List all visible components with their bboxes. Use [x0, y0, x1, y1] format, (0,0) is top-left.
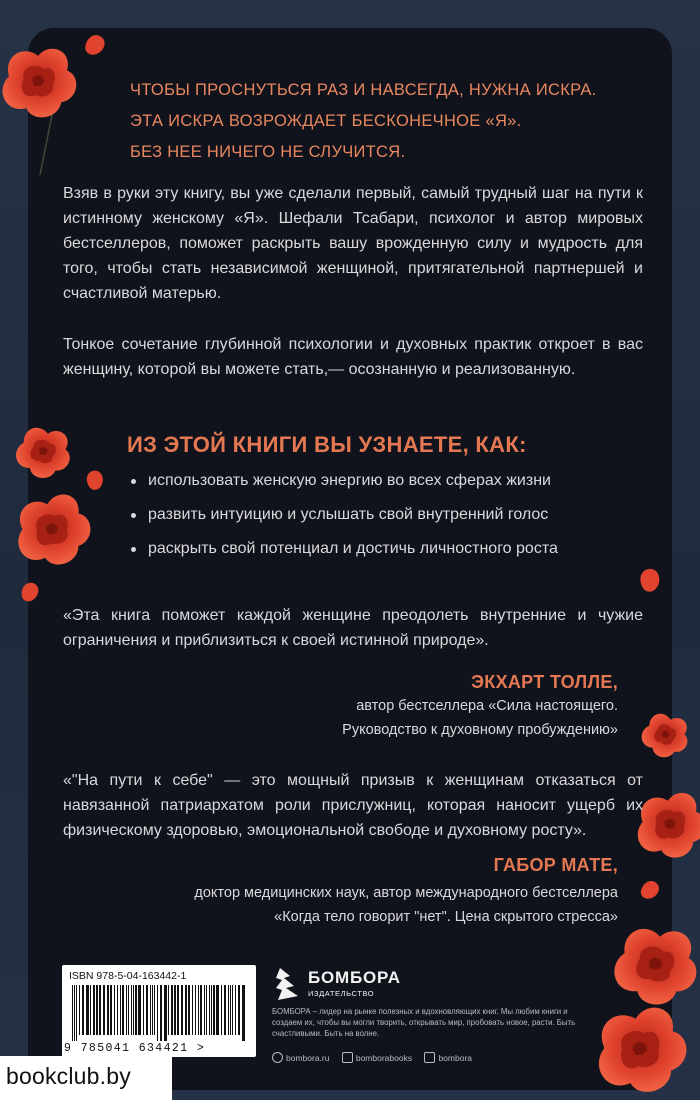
barcode-bar [157, 985, 158, 1041]
flower-top-left [3, 49, 77, 118]
barcode-bar [103, 985, 105, 1035]
barcode-bar [238, 985, 240, 1035]
barcode-bar [242, 985, 245, 1041]
list-item: использовать женскую энергию во всех сферах жизни [128, 470, 628, 504]
bud-left-lower [20, 581, 39, 603]
description-paragraph: Взяв в руки эту книгу, вы уже сделали первый, самый трудный шаг на пути к истинному женскому «Я». Шефали Тсабари, психолог и автор мировых бестселлеров, поможет раскрыть вашу врожденную силу и мудрость для того, чтобы стать независимой женщиной, притягательной партнершей и счастливой матерью. [63, 185, 643, 302]
publisher-socials [272, 1052, 482, 1063]
author-description-line: доктор медицинских наук, автор международного бестселлера [194, 885, 618, 901]
barcode-bar [74, 985, 75, 1041]
publisher-description: БОМБОРА – лидер на рынке полезных и вдохновляющих книг. Мы любим книги и создаем их, чтобы вы могли творить, открывать мир, пробовать новое, расти. Быть счастливыми. Быть на волне. [272, 1007, 576, 1038]
barcode-bar [230, 985, 231, 1035]
barcode-bar [232, 985, 233, 1035]
flower-left-middle [11, 491, 96, 571]
barcode-bar [211, 985, 212, 1035]
globe-icon [272, 1052, 283, 1063]
publisher-subtitle: ИЗДАТЕЛЬСТВО [308, 989, 375, 998]
barcode-digits: 9 785041 634421 > [64, 1042, 206, 1055]
barcode-bar [86, 985, 89, 1035]
intro-line: БЕЗ НЕЕ НИЧЕГО НЕ СЛУЧИТСЯ. [130, 143, 406, 161]
barcode-bar [133, 985, 134, 1035]
social-label: bombora [438, 1053, 473, 1063]
review-quote: «"На пути к себе" — это мощный призыв к женщинам отказаться от навязанной патриархатом роли прислужниц, которая наносит ущерб их физическому здоровью, эмоциональной свободе и духовному росту». [63, 772, 643, 839]
learn-section-title: ИЗ ЭТОЙ КНИГИ ВЫ УЗНАЕТЕ, КАК: [127, 432, 527, 457]
watermark [0, 1056, 172, 1100]
bud-left [84, 468, 106, 491]
barcode-bar [174, 985, 176, 1035]
publisher-name: БОМБОРА [308, 968, 401, 987]
review-author: ЭКХАРТ ТОЛЛЕ, [471, 672, 618, 692]
barcode-bar [96, 985, 98, 1035]
flower-right-middle [637, 708, 695, 764]
barcode-bar [93, 985, 95, 1035]
barcode-bar [72, 985, 73, 1041]
barcode [70, 985, 248, 1041]
intro-tagline [130, 75, 650, 168]
isbn-label: ISBN 978-5-04-163442-1 [69, 970, 187, 982]
barcode-bar [177, 985, 179, 1035]
barcode-bar [168, 985, 169, 1035]
description-paragraph: Тонкое сочетание глубинной психологии и духовных практик откроет в вас женщину, которой вы можете стать,— осознанную и реализованную. [63, 336, 643, 378]
bud-top-left [83, 32, 108, 58]
social-link-other[interactable] [424, 1052, 472, 1063]
watermark-text: bookclub.by [6, 1063, 131, 1089]
barcode-bar [99, 985, 101, 1035]
barcode-bar [120, 985, 121, 1035]
barcode-bar [235, 985, 236, 1035]
social-icon [424, 1052, 435, 1063]
isbn-barcode-box [62, 965, 256, 1057]
flower-left-upper [12, 422, 76, 484]
barcode-bar [90, 985, 91, 1035]
barcode-bar [128, 985, 129, 1035]
barcode-bar [228, 985, 229, 1035]
barcode-bar [216, 985, 219, 1035]
barcode-bar [221, 985, 222, 1035]
barcode-bar [209, 985, 210, 1035]
barcode-bar [200, 985, 202, 1035]
barcode-bar [188, 985, 190, 1035]
barcode-bar [171, 985, 173, 1035]
bud-right-lower [638, 878, 662, 903]
author-description-line: автор бестселлера «Сила настоящего. [356, 698, 618, 714]
barcode-bar [213, 985, 215, 1035]
barcode-bar [152, 985, 153, 1035]
barcode-bar [122, 985, 124, 1035]
barcode-bar [160, 985, 162, 1041]
review-author-description [58, 694, 618, 742]
barcode-bar [195, 985, 196, 1035]
list-item: развить интуицию и услышать свой внутренний голос [128, 504, 628, 538]
flower-bottom-right-large [592, 1004, 692, 1098]
barcode-bar [224, 985, 226, 1035]
barcode-bar [107, 985, 109, 1035]
social-link-vk[interactable] [342, 1052, 412, 1063]
barcode-bar [206, 985, 207, 1035]
barcode-bar [143, 985, 144, 1035]
barcode-bar [138, 985, 141, 1035]
barcode-bar [131, 985, 132, 1035]
author-description-line: Руководство к духовному пробуждению» [342, 722, 618, 738]
list-item: раскрыть свой потенциал и достичь личностного роста [128, 538, 628, 572]
barcode-bar [110, 985, 112, 1035]
barcode-bar [79, 985, 80, 1035]
social-label: bombora.ru [286, 1053, 330, 1063]
social-label: bomborabooks [355, 1053, 413, 1063]
bombora-logo-icon [272, 966, 304, 1002]
barcode-bar [204, 985, 205, 1035]
barcode-bar [126, 985, 127, 1035]
learn-list [128, 470, 628, 572]
intro-line: ЭТА ИСКРА ВОЗРОЖДАЕТ БЕСКОНЕЧНОЕ «Я». [130, 112, 522, 130]
barcode-bar [150, 985, 151, 1035]
flower-right-lower [634, 791, 700, 861]
barcode-bar [82, 985, 84, 1035]
barcode-bar [198, 985, 199, 1035]
barcode-bar [76, 985, 77, 1041]
review-quote: «Эта книга поможет каждой женщине преодолеть внутренние и чужие ограничения и приблизиться к своей истинной природе». [63, 607, 643, 649]
barcode-bar [135, 985, 137, 1035]
barcode-bar [164, 985, 167, 1041]
flower-bottom-right [610, 922, 700, 1011]
barcode-bar [117, 985, 118, 1035]
social-link-site[interactable] [272, 1052, 329, 1063]
vk-icon [342, 1052, 353, 1063]
bud-right-upper [638, 567, 662, 594]
review-author: ГАБОР МАТЕ, [493, 855, 618, 875]
barcode-bar [154, 985, 155, 1035]
review-author-description [58, 881, 618, 929]
barcode-bar [181, 985, 183, 1035]
author-description-line: «Когда тело говорит "нет". Цена скрытого стресса» [274, 909, 618, 925]
barcode-bar [192, 985, 193, 1035]
barcode-bar [185, 985, 187, 1035]
intro-line: ЧТОБЫ ПРОСНУТЬСЯ РАЗ И НАВСЕГДА, НУЖНА ИСКРА. [130, 81, 597, 99]
barcode-bar [146, 985, 148, 1035]
barcode-bar [114, 985, 115, 1035]
